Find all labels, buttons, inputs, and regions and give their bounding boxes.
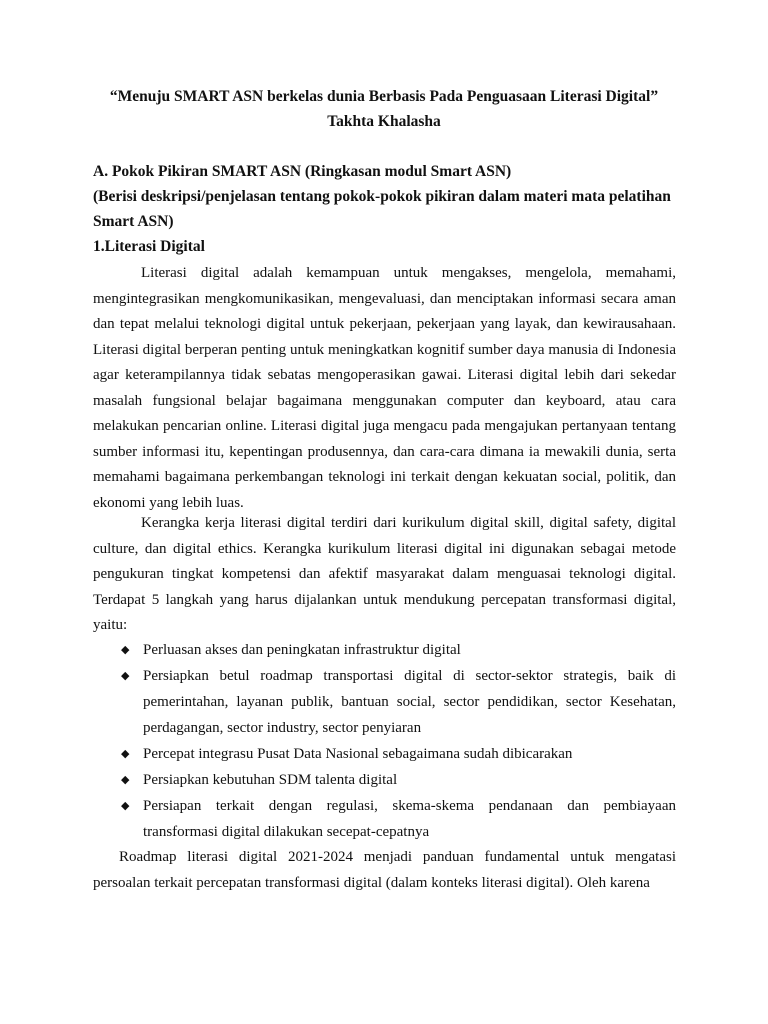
bullet-list (93, 637, 676, 845)
diamond-bullet-icon: ◆ (121, 670, 130, 682)
diamond-bullet-icon: ◆ (121, 644, 130, 656)
list-item (93, 793, 676, 845)
diamond-bullet-icon: ◆ (121, 748, 130, 760)
list-item (93, 637, 676, 663)
subsection-heading: 1.Literasi Digital (93, 238, 205, 255)
section-subheading-line1: (Berisi deskripsi/penjelasan tentang pokok-pokok pikiran dalam materi mata pelatihan (93, 188, 671, 205)
document-title: “Menuju SMART ASN berkelas dunia Berbasis Pada Penguasaan Literasi Digital” (109, 88, 659, 105)
paragraph-3: Roadmap literasi digital 2021-2024 menjadi panduan fundamental untuk mengatasi persoalan terkait percepatan transformasi digital (dalam konteks literasi digital). Oleh karena (93, 849, 676, 891)
list-item-text: Persiapkan betul roadmap transportasi digital di sector-sektor strategis, baik di pemerintahan, layanan publik, bantuan social, sector pendidikan, sector Kesehatan, perdagangan, sector industry, sector penyiaran (143, 668, 676, 736)
section-heading: A. Pokok Pikiran SMART ASN (Ringkasan modul Smart ASN) (93, 163, 512, 180)
document-author: Takhta Khalasha (327, 113, 441, 130)
paragraph-1: Literasi digital adalah kemampuan untuk mengakses, mengelola, memahami, mengintegrasikan mengkomunikasikan, mengevaluasi, dan menciptakan informasi secara aman dan tepat melalui teknologi digital untuk pekerjaan, pekerjaan yang layak, dan kewirausahaan. Literasi digital berperan penting untuk meningkatkan kognitif sumber daya manusia di Indonesia agar keterampilannya tidak sebatas mengoperasikan gawai. Literasi digital lebih dari sekedar masalah fungsional belajar bagaimana menggunakan computer dan keyboard, atau cara melakukan pencarian online. Literasi digital juga mengacu pada mengajukan pertanyaan tentang sumber informasi itu, kepentingan produsennya, dan cara-cara dimana ia mewakili dunia, serta memahami bagaimana perkembangan teknologi ini terkait dengan kekuatan social, politik, dan ekonomi yang lebih luas. (93, 265, 676, 511)
list-item-text: Perluasan akses dan peningkatan infrastruktur digital (143, 642, 461, 658)
list-item-text: Persiapkan kebutuhan SDM talenta digital (143, 772, 398, 788)
paragraph-2: Kerangka kerja literasi digital terdiri dari kurikulum digital skill, digital safety, digital culture, dan digital ethics. Kerangka kurikulum literasi digital ini digunakan sebagai metode pengukuran tingkat kompetensi dan afektif masyarakat dalam menguasai teknologi digital. Terdapat 5 langkah yang harus dijalankan untuk mendukung percepatan transformasi digital, yaitu: (93, 515, 676, 633)
list-item (93, 663, 676, 741)
list-item-text: Persiapan terkait dengan regulasi, skema-skema pendanaan dan pembiayaan transformasi digital dilakukan secepat-cepatnya (143, 798, 676, 840)
section-subheading-line2: Smart ASN) (93, 213, 174, 230)
list-item-text: Percepat integrasu Pusat Data Nasional sebagaimana sudah dibicarakan (143, 746, 573, 762)
diamond-bullet-icon: ◆ (121, 800, 130, 812)
list-item (93, 767, 676, 793)
list-item (93, 741, 676, 767)
diamond-bullet-icon: ◆ (121, 774, 130, 786)
